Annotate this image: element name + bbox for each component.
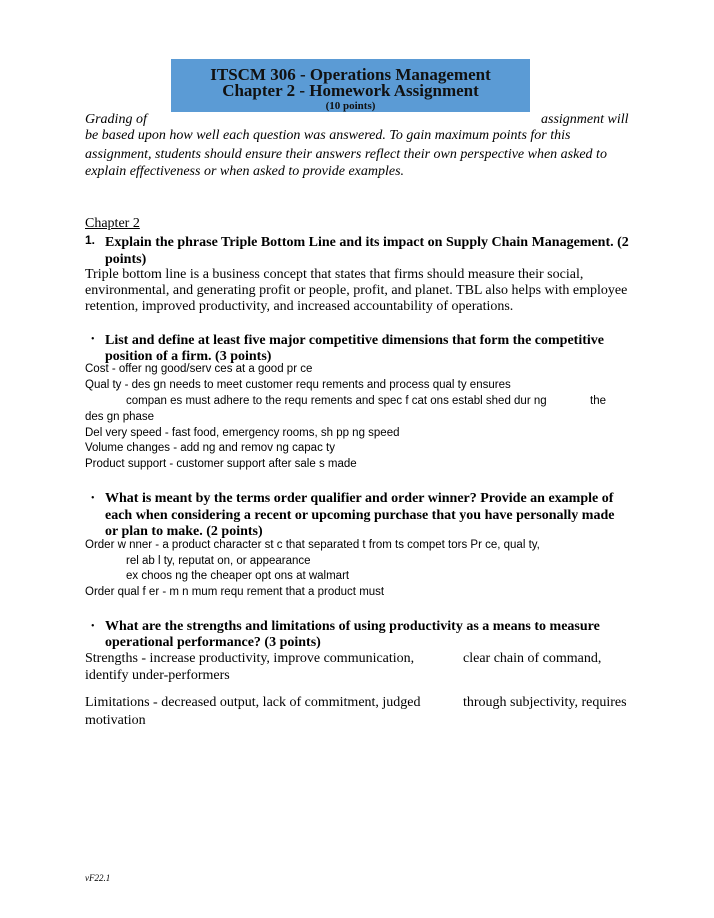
answer-1-line1: Triple bottom line is a business concept that states that firms should measure their social, bbox=[85, 267, 584, 282]
answer-4-limitations-left: Limitations - decreased output, lack of commitment, judged bbox=[85, 695, 421, 710]
answer-2-quality: Qual ty - des gn needs to meet customer requ rements and process qual ty ensures bbox=[85, 379, 511, 391]
answer-4-strengths-right: clear chain of command, bbox=[463, 651, 602, 666]
answer-2-design-phase: des gn phase bbox=[85, 411, 155, 423]
answer-4-strengths-line2: identify under-performers bbox=[85, 668, 230, 683]
answer-1-line3: retention, improved productivity, and increased accountability of operations. bbox=[85, 299, 514, 314]
question-3-line2: each when considering a recent or upcoming purchase that you have personally made bbox=[105, 508, 615, 523]
intro-line3: assignment, students should ensure their answers reflect their own perspective when asked to bbox=[85, 147, 607, 162]
intro-line2: be based upon how well each question was answered. To gain maximum points for this bbox=[85, 128, 571, 143]
question-4-line1: What are the strengths and limitations of using productivity as a means to measure bbox=[105, 619, 600, 634]
answer-2-support: Product support - customer support after sale s made bbox=[85, 458, 357, 470]
version-footer: vF22.1 bbox=[85, 873, 111, 883]
intro-line1-right: assignment will bbox=[541, 112, 629, 127]
answer-4-limitations-right: through subjectivity, requires bbox=[463, 695, 627, 710]
question-3-line3: or plan to make. (2 points) bbox=[105, 524, 263, 539]
question-3-line1: What is meant by the terms order qualifier and order winner? Provide an example of bbox=[105, 491, 614, 506]
question-4-line2: operational performance? (3 points) bbox=[105, 635, 321, 650]
answer-2-quality-the: the bbox=[590, 395, 606, 407]
answer-3-winner-example: ex choos ng the cheaper opt ons at walmart bbox=[126, 570, 350, 582]
assignment-title: Chapter 2 - Homework Assignment bbox=[222, 81, 479, 100]
answer-3-winner: Order w nner - a product character st c that separated t from ts compet tors Pr ce, qual ty, bbox=[85, 539, 540, 551]
answer-4-limitations-line2: motivation bbox=[85, 713, 146, 728]
answer-2-cost: Cost - offer ng good/serv ces at a good pr ce bbox=[85, 363, 313, 375]
question-1-line1: Explain the phrase Triple Bottom Line and its impact on Supply Chain Management. (2 bbox=[105, 235, 629, 250]
answer-4-strengths-left: Strengths - increase productivity, improve communication, bbox=[85, 651, 415, 666]
question-2-line1: List and define at least five major competitive dimensions that form the competitive bbox=[105, 333, 604, 348]
question-1-number: 1. bbox=[85, 233, 96, 247]
question-2-bullet: • bbox=[91, 334, 95, 345]
answer-3-winner-cont: rel ab l ty, reputat on, or appearance bbox=[126, 555, 311, 567]
chapter-label: Chapter 2 bbox=[85, 216, 140, 231]
answer-2-delivery: Del very speed - fast food, emergency rooms, sh pp ng speed bbox=[85, 427, 400, 439]
intro-line4: explain effectiveness or when asked to provide examples. bbox=[85, 164, 405, 179]
answer-1-line2: environmental, and generating profit or people, profit, and planet. TBL also helps with employee bbox=[85, 283, 628, 298]
answer-2-volume: Volume changes - add ng and remov ng capac ty bbox=[85, 442, 335, 454]
question-4-bullet: • bbox=[91, 621, 95, 632]
question-3-bullet: • bbox=[91, 493, 95, 504]
intro-line1-left: Grading of bbox=[85, 112, 147, 127]
answer-3-qualifier: Order qual f er - m n mum requ rement that a product must bbox=[85, 586, 385, 598]
question-2-line2: position of a firm. (3 points) bbox=[105, 349, 272, 364]
course-title: ITSCM 306 - Operations Management bbox=[210, 65, 491, 84]
points-label: (10 points) bbox=[325, 100, 376, 112]
answer-2-quality-cont: compan es must adhere to the requ rements and spec f cat ons establ shed dur ng bbox=[126, 395, 547, 407]
question-1-line2: points) bbox=[105, 252, 147, 267]
